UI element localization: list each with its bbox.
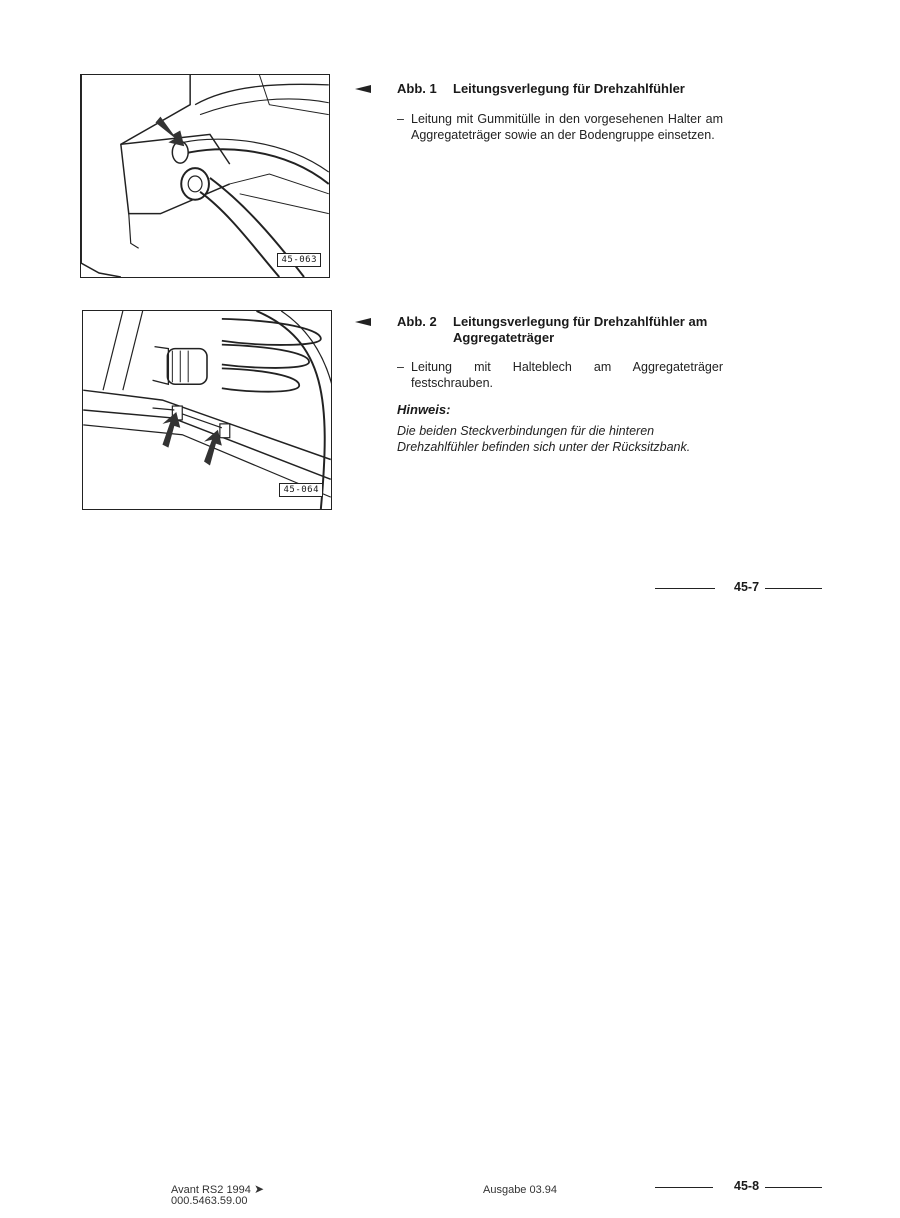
footer-rule-right [765,1187,822,1188]
page-number: 45-7 [734,580,760,594]
figure-1-drawing [81,75,329,277]
footer-rule-left [655,1187,713,1188]
figure-2-number: Abb. 2 [397,314,437,329]
arrow-left-icon [355,85,371,93]
figure-1-code: 45-063 [277,253,321,267]
figure-2-drawing [83,311,331,509]
footer-edition: Ausgabe 03.94 [483,1184,558,1196]
figure-2-caption [397,314,737,345]
note-heading: Hinweis: [397,402,451,417]
figure-1-number: Abb. 1 [397,81,437,96]
figure-1-image [80,74,330,278]
figure-1-caption [397,81,737,97]
figure-1-title: Leitungsverlegung für Drehzahlfühler [453,81,685,96]
footer-part-number: 000.5463.59.00 [171,1195,248,1207]
figure-2-step: – Leitung mit Halteblech am Aggregateträger festschrauben. [397,360,723,390]
note-text: Die beiden Steckverbindungen für die hinteren Drehzahlfühler befinden sich unter der Rücksitzbank. [397,424,691,454]
page-number-rule-left [655,588,715,589]
figure-1-step-text: Leitung mit Gummitülle in den vorgesehenen Halter am Aggregateträger sowie an der Bodengruppe einsetzen. [411,112,723,142]
arrow-right-icon: ➤ [253,1182,265,1196]
arrow-left-icon [355,318,371,326]
page-number-rule-right [765,588,822,589]
figure-2-code: 45-064 [279,483,323,497]
figure-2-title: Leitungsverlegung für Drehzahlfühler am Aggregateträger [453,314,708,345]
figure-2-image [82,310,332,510]
footer-next-page: 45-8 [734,1179,760,1193]
footer-vehicle-text: Avant RS2 1994 [171,1184,251,1196]
figure-1-step: – Leitung mit Gummitülle in den vorgesehenen Halter am Aggregateträger sowie an der Bodengruppe einsetzen. [397,112,723,142]
figure-2-step-text: Leitung mit Halteblech am Aggregateträger festschrauben. [411,360,723,390]
